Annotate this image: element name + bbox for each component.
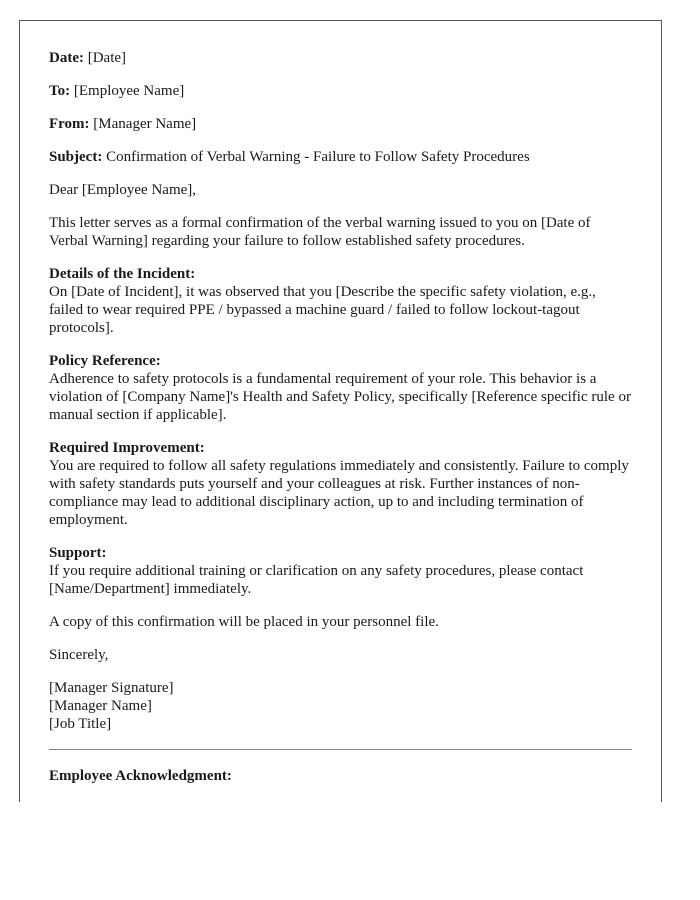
section-title: Details of the Incident: [49,266,196,282]
section-required-improvement [49,439,632,529]
closing: Sincerely, [49,647,109,663]
from-label: From: [49,116,90,132]
from-value: [Manager Name] [93,116,197,132]
signature-block [49,679,632,733]
subject-line [49,148,632,166]
date-label: Date: [49,50,84,66]
date-line [49,49,632,67]
section-title: Required Improvement: [49,440,205,456]
divider [49,749,632,750]
section-policy-reference [49,352,632,424]
copy-note: A copy of this confirmation will be placed in your personnel file. [49,614,439,630]
section-incident-details [49,265,632,337]
to-value: [Employee Name] [73,83,185,99]
to-line [49,82,632,100]
section-support [49,544,632,598]
section-title: Policy Reference: [49,353,161,369]
section-body: If you require additional training or clarification on any safety procedures, please contact [Name/Department] immediately. [49,563,584,597]
date-value: [Date] [87,50,127,66]
letter-page [19,20,662,802]
section-body: You are required to follow all safety regulations immediately and consistently. Failure to comply with safety standards puts yourself and your colleagues at risk. Further instances of non-compliance may lead to additional disciplinary action, up to and including termination of employment. [49,458,629,528]
acknowledgment-title: Employee Acknowledgment: [49,768,232,784]
section-body: Adherence to safety protocols is a fundamental requirement of your role. This behavior is a violation of [Company Name]'s Health and Safety Policy, specifically [Reference specific rule or manual section if applicable]. [49,371,631,423]
salutation: Dear [Employee Name], [49,182,197,198]
subject-label: Subject: [49,149,103,165]
signature-placeholder: [Manager Signature] [49,680,174,696]
signature-name: [Manager Name] [49,698,152,714]
intro-paragraph: This letter serves as a formal confirmation of the verbal warning issued to you on [Date of Verbal Warning] regarding your failure to follow established safety procedures. [49,215,591,249]
section-title: Support: [49,545,107,561]
section-body: On [Date of Incident], it was observed that you [Describe the specific safety violation, e.g., failed to wear required PPE / bypassed a machine guard / failed to follow lockout-tagout protocols]. [49,284,596,336]
to-label: To: [49,83,71,99]
from-line [49,115,632,133]
subject-value: Confirmation of Verbal Warning - Failure to Follow Safety Procedures [106,149,530,165]
signature-title: [Job Title] [49,716,112,732]
